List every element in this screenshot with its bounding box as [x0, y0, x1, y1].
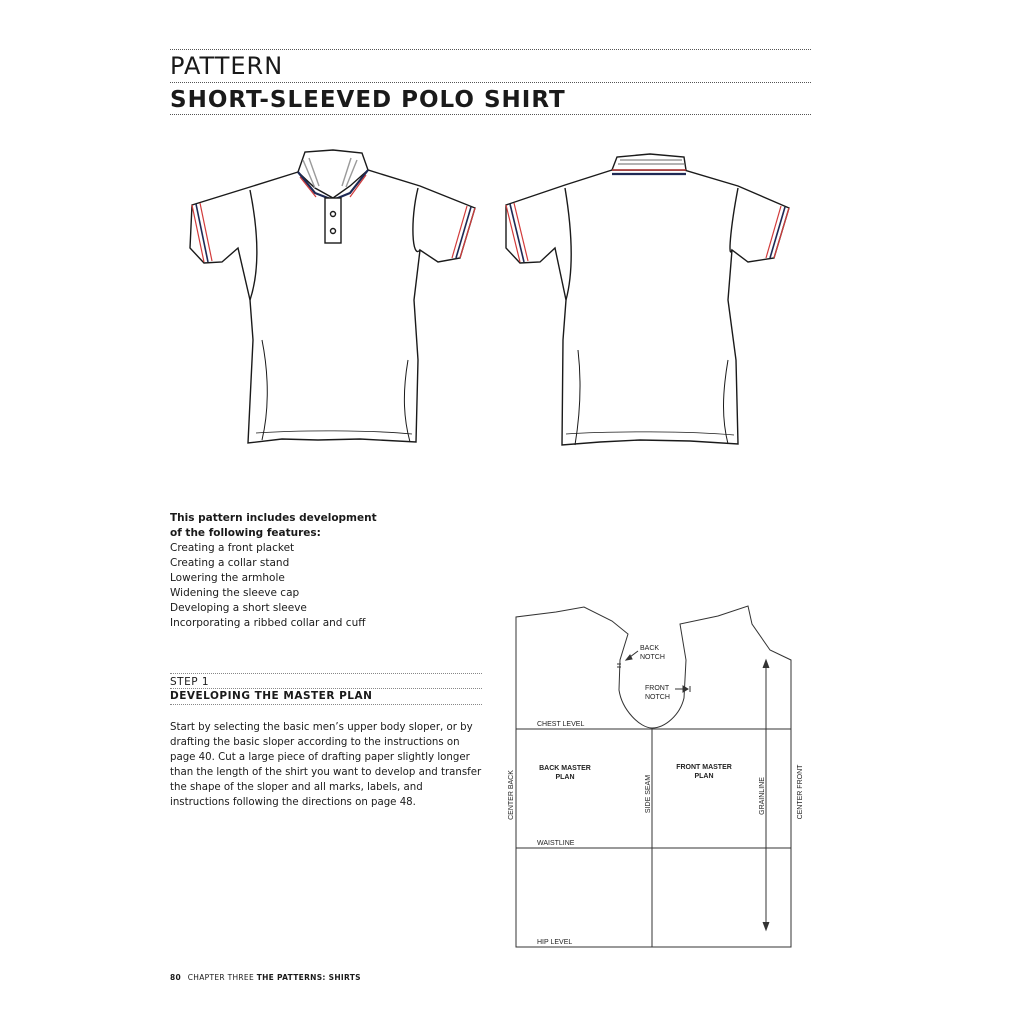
waistline-label: WAISTLINE	[537, 840, 575, 847]
step-rule-mid	[170, 688, 482, 689]
back-notch-label-1: BACK	[640, 645, 660, 652]
feature-item: Widening the sleeve cap	[170, 587, 300, 599]
feature-item: Creating a front placket	[170, 542, 295, 554]
step-title: DEVELOPING THE MASTER PLAN	[170, 690, 373, 702]
feature-item: Incorporating a ribbed collar and cuff	[170, 617, 366, 629]
polo-front-illustration	[190, 150, 475, 443]
back-notch-label-2: NOTCH	[640, 654, 665, 661]
features-heading-2: of the following features:	[170, 527, 321, 539]
feature-item: Developing a short sleeve	[170, 602, 307, 614]
chest-level-label: CHEST LEVEL	[537, 721, 585, 728]
step-rule-bottom	[170, 704, 482, 705]
page-number: 80	[170, 973, 182, 982]
features-heading-1: This pattern includes development	[170, 512, 377, 524]
front-notch-label-1: FRONT	[645, 685, 670, 692]
back-master-label-2: PLAN	[555, 774, 575, 781]
side-seam-label: SIDE SEAM	[645, 774, 652, 814]
front-master-label-1: FRONT MASTER	[676, 764, 732, 771]
step-body-text: Start by selecting the basic men’s upper body sloper, or by drafting the basic sloper according to the instructions on page 40. Cut a large piece of drafting paper slightly longer than the length of the shirt you want to develop and transfer the shape of the sloper and all marks, labels, and instructions following the directions on page 48.	[170, 722, 482, 808]
center-front-label: CENTER FRONT	[797, 764, 804, 820]
front-master-label-2: PLAN	[694, 773, 714, 780]
page-footer	[170, 973, 361, 982]
chapter-label: CHAPTER THREE	[187, 973, 254, 982]
step-number: STEP 1	[170, 676, 210, 688]
back-master-label-1: BACK MASTER	[539, 765, 591, 772]
grainline-label: GRAINLINE	[759, 777, 766, 815]
hip-level-label: HIP LEVEL	[537, 939, 573, 946]
page-kicker: PATTERN	[170, 52, 284, 80]
features-block	[170, 511, 490, 631]
center-back-label: CENTER BACK	[508, 770, 515, 820]
master-plan-diagram	[508, 606, 804, 947]
step-rule-top	[170, 673, 482, 674]
feature-item: Lowering the armhole	[170, 572, 285, 584]
front-notch-label-2: NOTCH	[645, 694, 670, 701]
polo-back-illustration	[506, 154, 789, 445]
page-title: SHORT-SLEEVED POLO SHIRT	[170, 87, 566, 113]
section-label: THE PATTERNS: SHIRTS	[256, 973, 361, 982]
feature-item: Creating a collar stand	[170, 557, 290, 569]
